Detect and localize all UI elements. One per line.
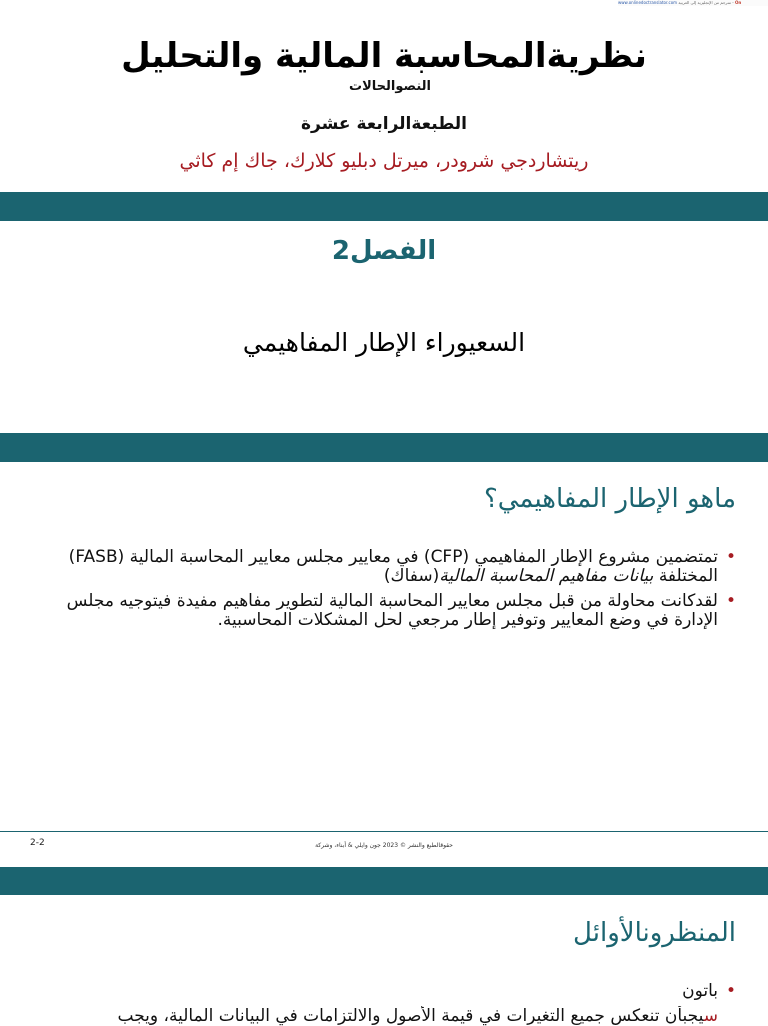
- bullet-dot: •: [725, 591, 736, 611]
- authors: ريتشاردجي شرودر، ميرتل دبليو كلارك، جاك إم كاثي: [179, 150, 589, 172]
- sub-bullet-marker: س: [703, 1006, 718, 1026]
- slide-divider-bar: [0, 867, 768, 895]
- list-item: [58, 547, 736, 586]
- sub-bullet-text: يجبأن تنعكس جميع التغيرات في قيمة الأصول والالتزامات في البيانات المالية، ويجب: [117, 1006, 704, 1026]
- bullet-text: تمتضمين مشروع الإطار المفاهيمي (CFP) في معايير مجلس معايير المحاسبة المالية (FASB) المختلفة: [68, 547, 718, 586]
- bullet-italic-text: بيانات مفاهيم المحاسبة المالية: [439, 566, 654, 586]
- slide-heading: المنظرونالأوائل: [573, 918, 736, 948]
- edition: الطبعةالرابعة عشرة: [301, 114, 467, 134]
- bullet-list: [58, 547, 736, 636]
- book-title: نظريةالمحاسبة المالية والتحليل: [121, 36, 647, 76]
- bullet-list: [58, 981, 736, 1007]
- banner-text: مترجم من الإنجليزية إلى العربية -: [678, 0, 734, 5]
- list-item: [58, 591, 736, 630]
- chapter-number: الفصل2: [331, 236, 437, 266]
- bullet-dot: •: [725, 981, 736, 1001]
- sub-bullet: [18, 1006, 718, 1026]
- site-link[interactable]: www.onlinedoctranslator.com: [618, 0, 678, 5]
- book-subtitle: النصوالحالات: [349, 79, 431, 94]
- list-item: [58, 981, 736, 1001]
- chapter-title: السعيوراء الإطار المفاهيمي: [242, 328, 526, 357]
- footer-rule: [0, 831, 768, 832]
- bullet-dot: •: [725, 547, 736, 567]
- bullet-text: باتون: [682, 981, 718, 1001]
- page-number: 2-2: [30, 838, 45, 848]
- slide-divider-bar: [0, 192, 768, 221]
- bullet-text-end: (سفاك): [383, 566, 440, 586]
- slide-heading: ماهو الإطار المفاهيمي؟: [483, 484, 736, 514]
- translator-banner[interactable]: [618, 0, 768, 6]
- bullet-text: لقدكانت محاولة من قبل مجلس معايير المحاسبة المالية لتطوير مفاهيم مفيدة فيتوجيه مجلس الإدارة في وضع المعايير وتوفير إطار مرجعي لحل المشكلات المحاسبية.: [66, 591, 718, 630]
- copyright: حقوقالطبع والنشر © 2023 جون وايلي & أبناء، وشركة: [315, 842, 453, 849]
- slide-divider-bar: [0, 433, 768, 462]
- translator-logo: On: [735, 0, 742, 5]
